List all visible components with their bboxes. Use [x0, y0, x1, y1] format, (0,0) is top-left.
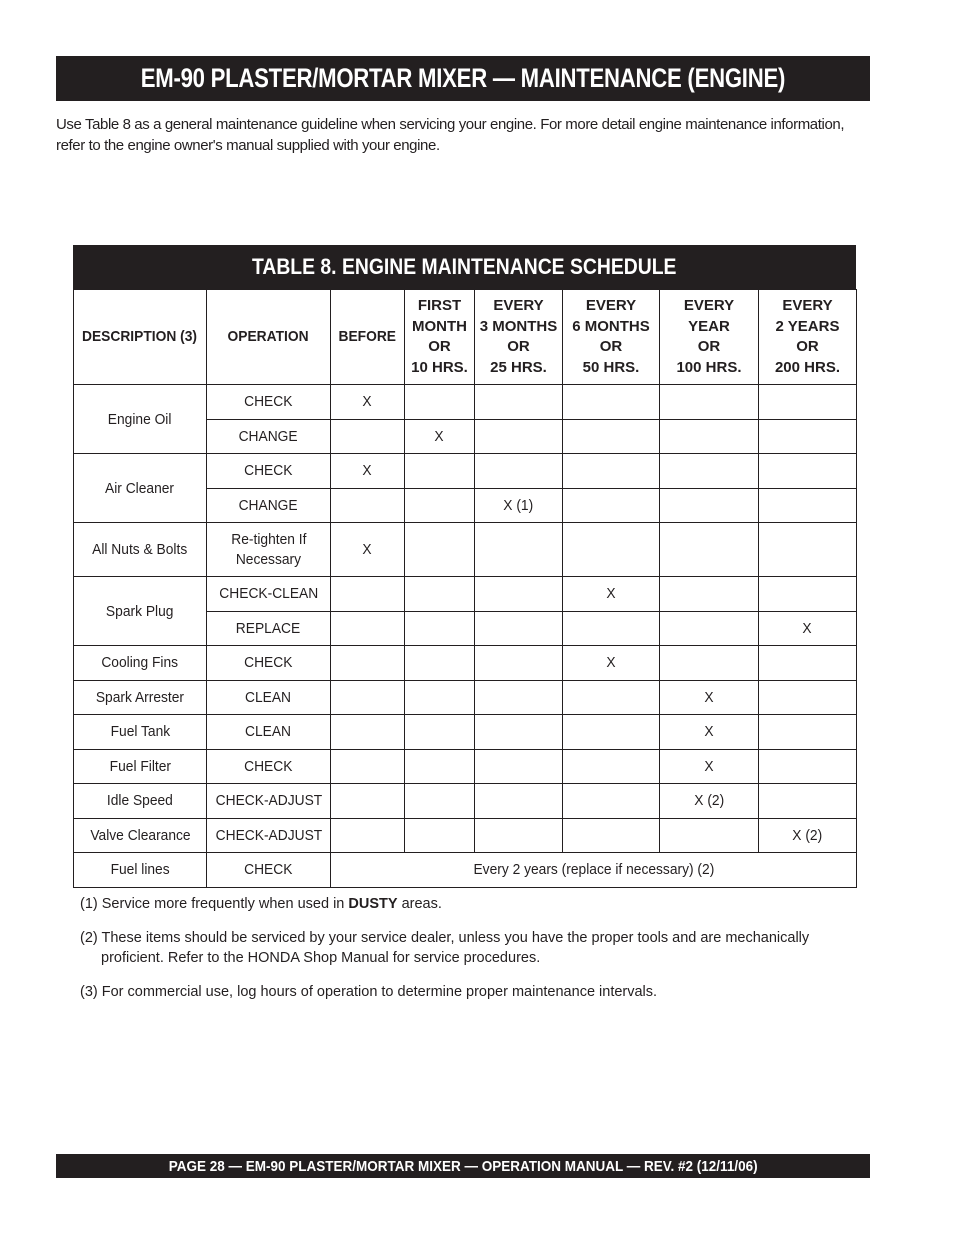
row-operation: CHECK-ADJUST [207, 784, 331, 819]
row-operation: CHECK [207, 385, 331, 420]
table-row [74, 818, 857, 853]
table-row [74, 680, 857, 715]
row-operation: CHECK-CLEAN [207, 577, 331, 612]
cell-six-months: X [563, 577, 660, 612]
intro-text: Use Table 8 as a general maintenance guideline when servicing your engine. For more detail engine maintenance information, refer to the engine owner's manual supplied with your engine. [56, 116, 845, 154]
header-first-month: FIRST MONTH OR 10 HRS. [405, 290, 475, 385]
row-description: Spark Plug [74, 577, 207, 646]
row-operation: CHECK [207, 454, 331, 489]
row-description: Idle Speed [74, 784, 207, 819]
table-row [74, 853, 857, 888]
row-description: Cooling Fins [74, 646, 207, 681]
cell-before: X [331, 385, 405, 420]
cell-year: X (2) [660, 784, 759, 819]
table-row [74, 749, 857, 784]
header-three-months: EVERY 3 MONTHS OR 25 HRS. [475, 290, 563, 385]
page-title: EM-90 PLASTER/MORTAR MIXER — MAINTENANCE (ENGINE) [140, 63, 786, 93]
maintenance-table-container [73, 245, 856, 888]
cell-before: X [331, 454, 405, 489]
cell-before: X [331, 523, 405, 577]
row-description: Engine Oil [74, 385, 207, 454]
cell-year: X [660, 680, 759, 715]
row-operation: CHANGE [207, 419, 331, 454]
row-description: Fuel Tank [74, 715, 207, 750]
row-operation: CHECK [207, 749, 331, 784]
cell-fuel-lines-note: Every 2 years (replace if necessary) (2) [331, 853, 857, 888]
table-row [74, 385, 857, 420]
footnote-1: (1) Service more frequently when used in DUSTY areas. [80, 896, 442, 912]
header-two-years: EVERY 2 YEARS OR 200 HRS. [759, 290, 857, 385]
row-operation: CHANGE [207, 488, 331, 523]
table-row [74, 646, 857, 681]
row-description: Fuel lines [74, 853, 207, 888]
header-description: DESCRIPTION (3) [74, 290, 207, 385]
row-operation: Re-tighten If Necessary [207, 523, 331, 577]
row-operation: REPLACE [207, 611, 331, 646]
table-row [74, 784, 857, 819]
cell-three-months: X (1) [475, 488, 563, 523]
table-row [74, 715, 857, 750]
page-title-bar [56, 56, 870, 101]
cell-first-month: X [405, 419, 475, 454]
table-header-row [74, 290, 857, 385]
cell-year: X [660, 749, 759, 784]
header-operation: OPERATION [207, 290, 331, 385]
header-six-months: EVERY 6 MONTHS OR 50 HRS. [563, 290, 660, 385]
row-description: Spark Arrester [74, 680, 207, 715]
cell-two-years: X (2) [759, 818, 857, 853]
row-operation: CHECK [207, 646, 331, 681]
header-before: BEFORE [331, 290, 405, 385]
table-row [74, 577, 857, 612]
table-row [74, 454, 857, 489]
footnotes [80, 894, 820, 1016]
table-title: TABLE 8. ENGINE MAINTENANCE SCHEDULE [252, 254, 677, 279]
header-year: EVERY YEAR OR 100 HRS. [660, 290, 759, 385]
cell-year: X [660, 715, 759, 750]
row-description: All Nuts & Bolts [74, 523, 207, 577]
row-operation: CHECK [207, 853, 331, 888]
row-operation: CHECK-ADJUST [207, 818, 331, 853]
page-footer-bar [56, 1154, 870, 1178]
cell-six-months: X [563, 646, 660, 681]
row-description: Air Cleaner [74, 454, 207, 523]
row-description: Valve Clearance [74, 818, 207, 853]
table-row [74, 523, 857, 577]
page-footer: PAGE 28 — EM-90 PLASTER/MORTAR MIXER — OPERATION MANUAL — REV. #2 (12/11/06) [168, 1157, 758, 1175]
row-operation: CLEAN [207, 715, 331, 750]
row-operation: CLEAN [207, 680, 331, 715]
footnote-3: (3) For commercial use, log hours of operation to determine proper maintenance intervals. [80, 984, 658, 1000]
cell-two-years: X [759, 611, 857, 646]
row-description: Fuel Filter [74, 749, 207, 784]
maintenance-schedule-table [73, 289, 857, 888]
intro-paragraph [56, 114, 876, 156]
table-title-bar [73, 245, 856, 289]
footnote-2: (2) These items should be serviced by your service dealer, unless you have the proper tools and are mechanically proficient. Refer to the HONDA Shop Manual for service procedures. [80, 930, 810, 966]
